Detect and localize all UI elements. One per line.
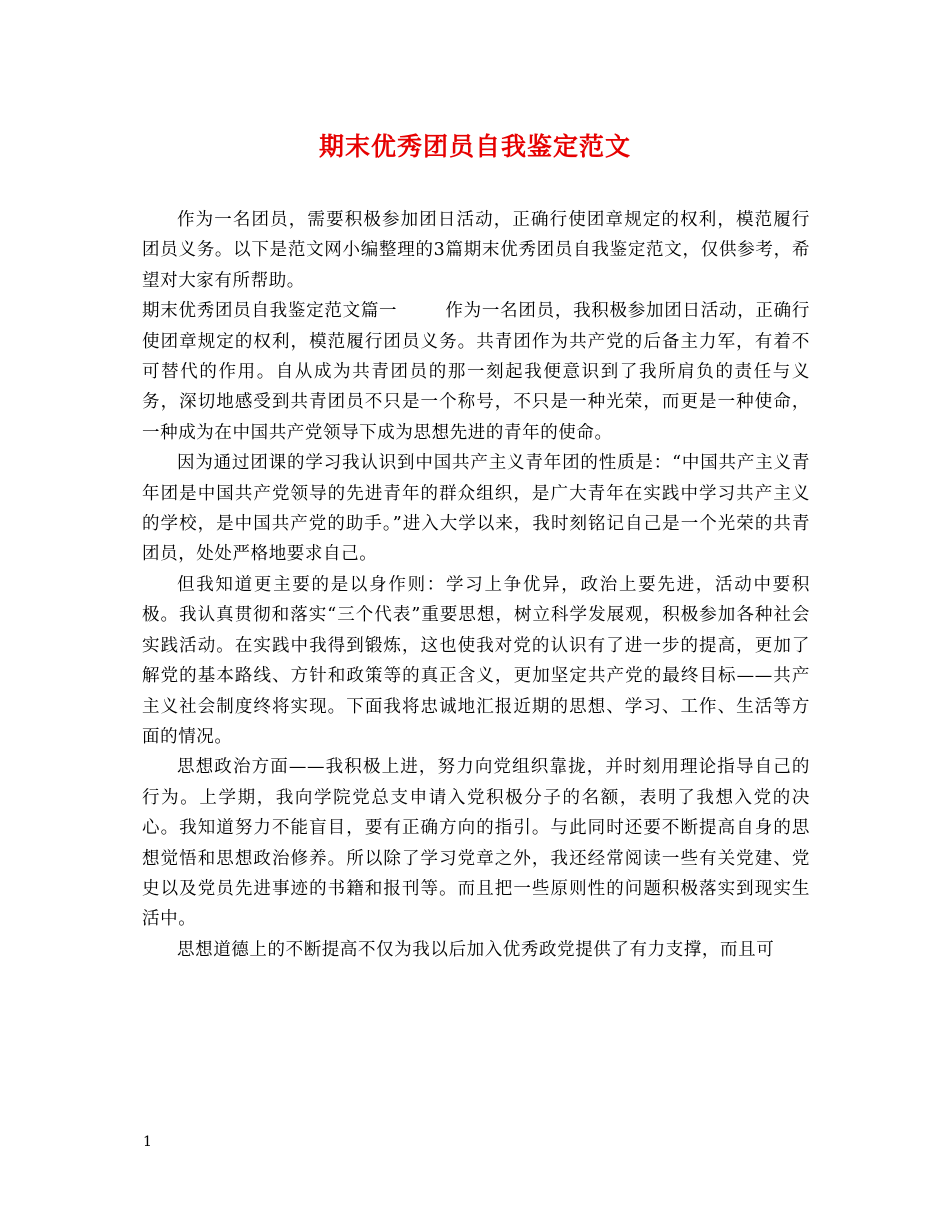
body-paragraph-2: 但我知道更主要的是以身作则：学习上争优异，政治上要先进，活动中要积极。我认真贯彻和落实“三个代表”重要思想，树立科学发展观，积极参加各种社会实践活动。在实践中我得到锻炼，这也使我对党的认识有了进一步的提高，更加了解党的基本路线、方针和政策等的真正含义，更加坚定共产党的最终目标——共产主义社会制度终将实现。下面我将忠诚地汇报近期的思想、学习、工作、生活等方面的情况。	[142, 574, 810, 747]
section-heading: 期末优秀团员自我鉴定范文篇一	[142, 301, 398, 322]
document-title: 期末优秀团员自我鉴定范文	[318, 132, 631, 161]
section-first-paragraph: 作为一名团员，我积极参加团日活动，正确行使团章规定的权利，模范履行团员义务。共青团作为共产党的后备主力军，有着不可替代的作用。自从成为共青团员的那一刻起我便意识到了我所肩负的责任与义务，深切地感受到共青团员不只是一个称号，不只是一种光荣，而更是一种使命，一种成为在中国共产党领导下成为思想先进的青年的使命。	[142, 301, 810, 443]
body-paragraph-4: 思想道德上的不断提高不仅为我以后加入优秀政党提供了有力支撑，而且可	[177, 939, 775, 960]
document-body	[142, 205, 810, 965]
intro-paragraph: 作为一名团员，需要积极参加团日活动，正确行使团章规定的权利，模范履行团员义务。以下是范文网小编整理的3篇期末优秀团员自我鉴定范文，仅供参考，希望对大家有所帮助。	[142, 210, 810, 291]
body-paragraph-1: 因为通过团课的学习我认识到中国共产主义青年团的性质是：“中国共产主义青年团是中国共产党领导的先进青年的群众组织，是广大青年在实践中学习共产主义的学校，是中国共产党的助手。”进入大学以来，我时刻铭记自己是一个光荣的共青团员，处处严格地要求自己。	[142, 453, 810, 565]
page-number: 1	[143, 1134, 152, 1150]
body-paragraph-3: 思想政治方面——我积极上进，努力向党组织靠拢，并时刻用理论指导自己的行为。上学期，我向学院党总支申请入党积极分子的名额，表明了我想入党的决心。我知道努力不能盲目，要有正确方向的指引。与此同时还要不断提高自身的思想觉悟和思想政治修养。所以除了学习党章之外，我还经常阅读一些有关党建、党史以及党员先进事迹的书籍和报刊等。而且把一些原则性的问题积极落实到现实生活中。	[142, 757, 810, 930]
section-one-paragraph	[142, 296, 810, 448]
